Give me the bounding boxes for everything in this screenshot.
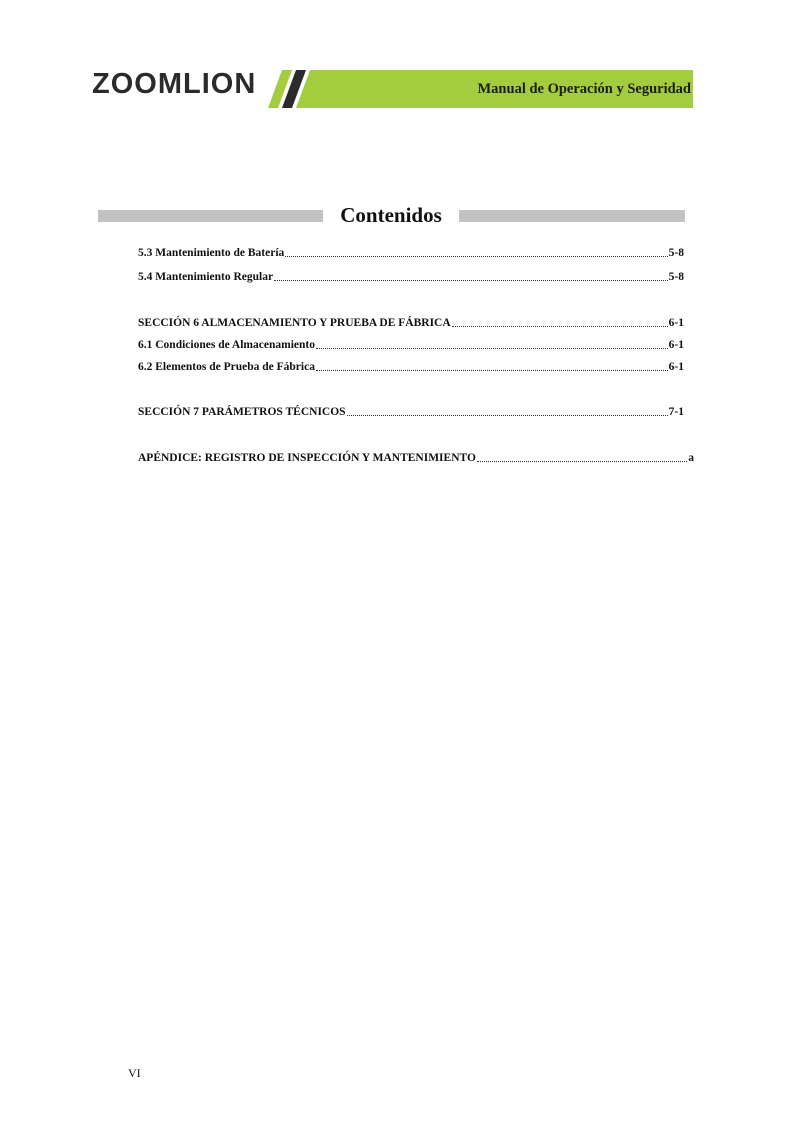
- toc-entry-page: 6-1: [668, 361, 684, 373]
- toc-entry-label: 5.3 Mantenimiento de Batería: [138, 247, 285, 259]
- toc-divider-right: [459, 210, 685, 222]
- toc-entry-label: 6.1 Condiciones de Almacenamiento: [138, 339, 315, 351]
- toc-entry[interactable]: [138, 450, 694, 466]
- toc-leader: [285, 245, 667, 257]
- toc-entry[interactable]: [138, 359, 684, 375]
- toc-entry-label: 5.4 Mantenimiento Regular: [138, 271, 274, 283]
- toc-leader: [452, 315, 668, 327]
- toc-heading: Contenidos: [340, 203, 442, 227]
- header-title: Manual de Operación y Seguridad: [477, 81, 691, 97]
- toc-leader: [477, 450, 687, 462]
- toc-entry[interactable]: [138, 315, 684, 331]
- toc-entry-page: 5-8: [668, 247, 684, 259]
- toc-leader: [316, 337, 668, 349]
- toc-entry-label: SECCIÓN 7 PARÁMETROS TÉCNICOS: [138, 406, 346, 418]
- toc-entry-page: 6-1: [668, 317, 684, 329]
- toc-entry-page: a: [688, 452, 694, 464]
- toc-entry-label: APÉNDICE: REGISTRO DE INSPECCIÓN Y MANTENIMIENTO: [138, 452, 476, 464]
- toc-entry-label: 6.2 Elementos de Prueba de Fábrica: [138, 361, 315, 373]
- toc-leader: [347, 404, 668, 416]
- toc-leader: [316, 359, 668, 371]
- logo: ZOOMLION: [92, 68, 257, 100]
- toc-entry[interactable]: [138, 245, 684, 261]
- toc-entry-page: 6-1: [668, 339, 684, 351]
- page-number: VI: [128, 1066, 141, 1080]
- header-band: [312, 70, 693, 108]
- toc-entry[interactable]: [138, 404, 684, 420]
- toc-entry[interactable]: [138, 269, 684, 285]
- toc-leader: [274, 269, 668, 281]
- toc-entry[interactable]: [138, 337, 684, 353]
- toc-divider-left: [98, 210, 323, 222]
- toc-entry-page: 7-1: [668, 406, 684, 418]
- toc-entry-label: SECCIÓN 6 ALMACENAMIENTO Y PRUEBA DE FÁBRICA: [138, 317, 451, 329]
- toc-entry-page: 5-8: [668, 271, 684, 283]
